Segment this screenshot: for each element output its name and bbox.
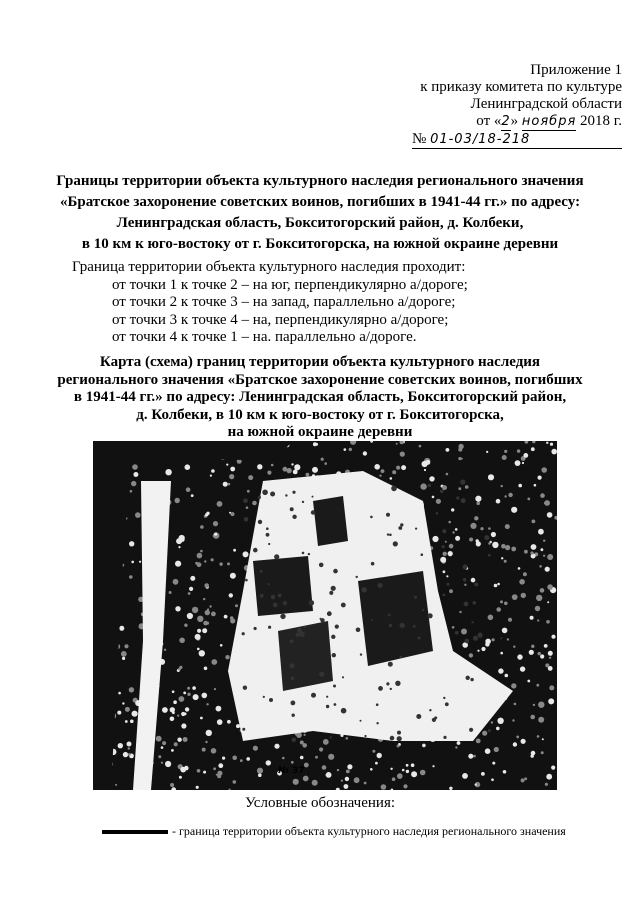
title-line-3: Ленинградская область, Бокситогорский район, д. Колбеки, (116, 215, 524, 231)
map-label: № 37 (278, 766, 305, 776)
map-title (40, 354, 600, 442)
legend-title: Условные обозначения: (244, 795, 396, 811)
document-title (40, 171, 600, 255)
approval-line-3: Ленинградской области (470, 96, 622, 112)
boundary-line-symbol (102, 830, 168, 834)
boundary-point: от точки 1 к точке 2 – на юг, перпендикулярно а/дороге; (112, 276, 468, 293)
aerial-map-image (93, 441, 557, 790)
title-line-1: Границы территории объекта культурного наследия регионального значения (56, 173, 584, 189)
date-day: 2 (501, 114, 511, 129)
title-line-2: «Братское захоронение советских воинов, погибших в 1941-44 гг.» по адресу: (59, 194, 581, 210)
boundary-description (72, 259, 468, 347)
title-line-4: в 10 км к юго-востоку от г. Бокситогорска, на южной окраине деревни (81, 236, 559, 252)
approval-block (412, 62, 622, 149)
map-title-line-3: в 1941-44 гг.» по адресу: Ленинградская область, Бокситогорский район, (73, 389, 567, 405)
approval-date (412, 113, 622, 131)
date-year: 2018 г. (580, 113, 622, 129)
boundary-point: от точки 4 к точке 1 – на. параллельно а/дороге. (112, 329, 417, 345)
map-title-line-5: на южной окраине деревни (227, 424, 413, 440)
approval-line-1: Приложение 1 (530, 62, 622, 78)
number-prefix: № (412, 131, 427, 147)
number-value: 01-03/18-218 (430, 132, 531, 147)
approval-line-2: к приказу комитета по культуре (420, 79, 622, 95)
date-mid: » (510, 113, 519, 129)
date-prefix: от « (476, 113, 502, 129)
boundary-point: от точки 3 к точке 4 – на, перпендикулярно а/дороге; (112, 311, 449, 328)
boundary-intro: Граница территории объекта культурного наследия проходит: (72, 259, 466, 275)
date-month: ноября (521, 114, 577, 129)
map-title-line-4: д. Колбеки, в 10 км к юго-востоку от г. Бокситогорска, (136, 406, 504, 423)
boundary-point: от точки 2 к точке 3 – на запад, параллельно а/дороге; (112, 294, 456, 310)
map-title-line-2: регионального значения «Братское захоронение советских воинов, погибших (57, 371, 583, 388)
map-title-line-1: Карта (схема) границ территории объекта культурного наследия (99, 354, 541, 370)
approval-number (412, 131, 622, 149)
legend-item-label: - граница территории объекта культурного наследия регионального значения (172, 824, 566, 838)
legend-item (102, 824, 566, 839)
aerial-photo (93, 441, 557, 790)
